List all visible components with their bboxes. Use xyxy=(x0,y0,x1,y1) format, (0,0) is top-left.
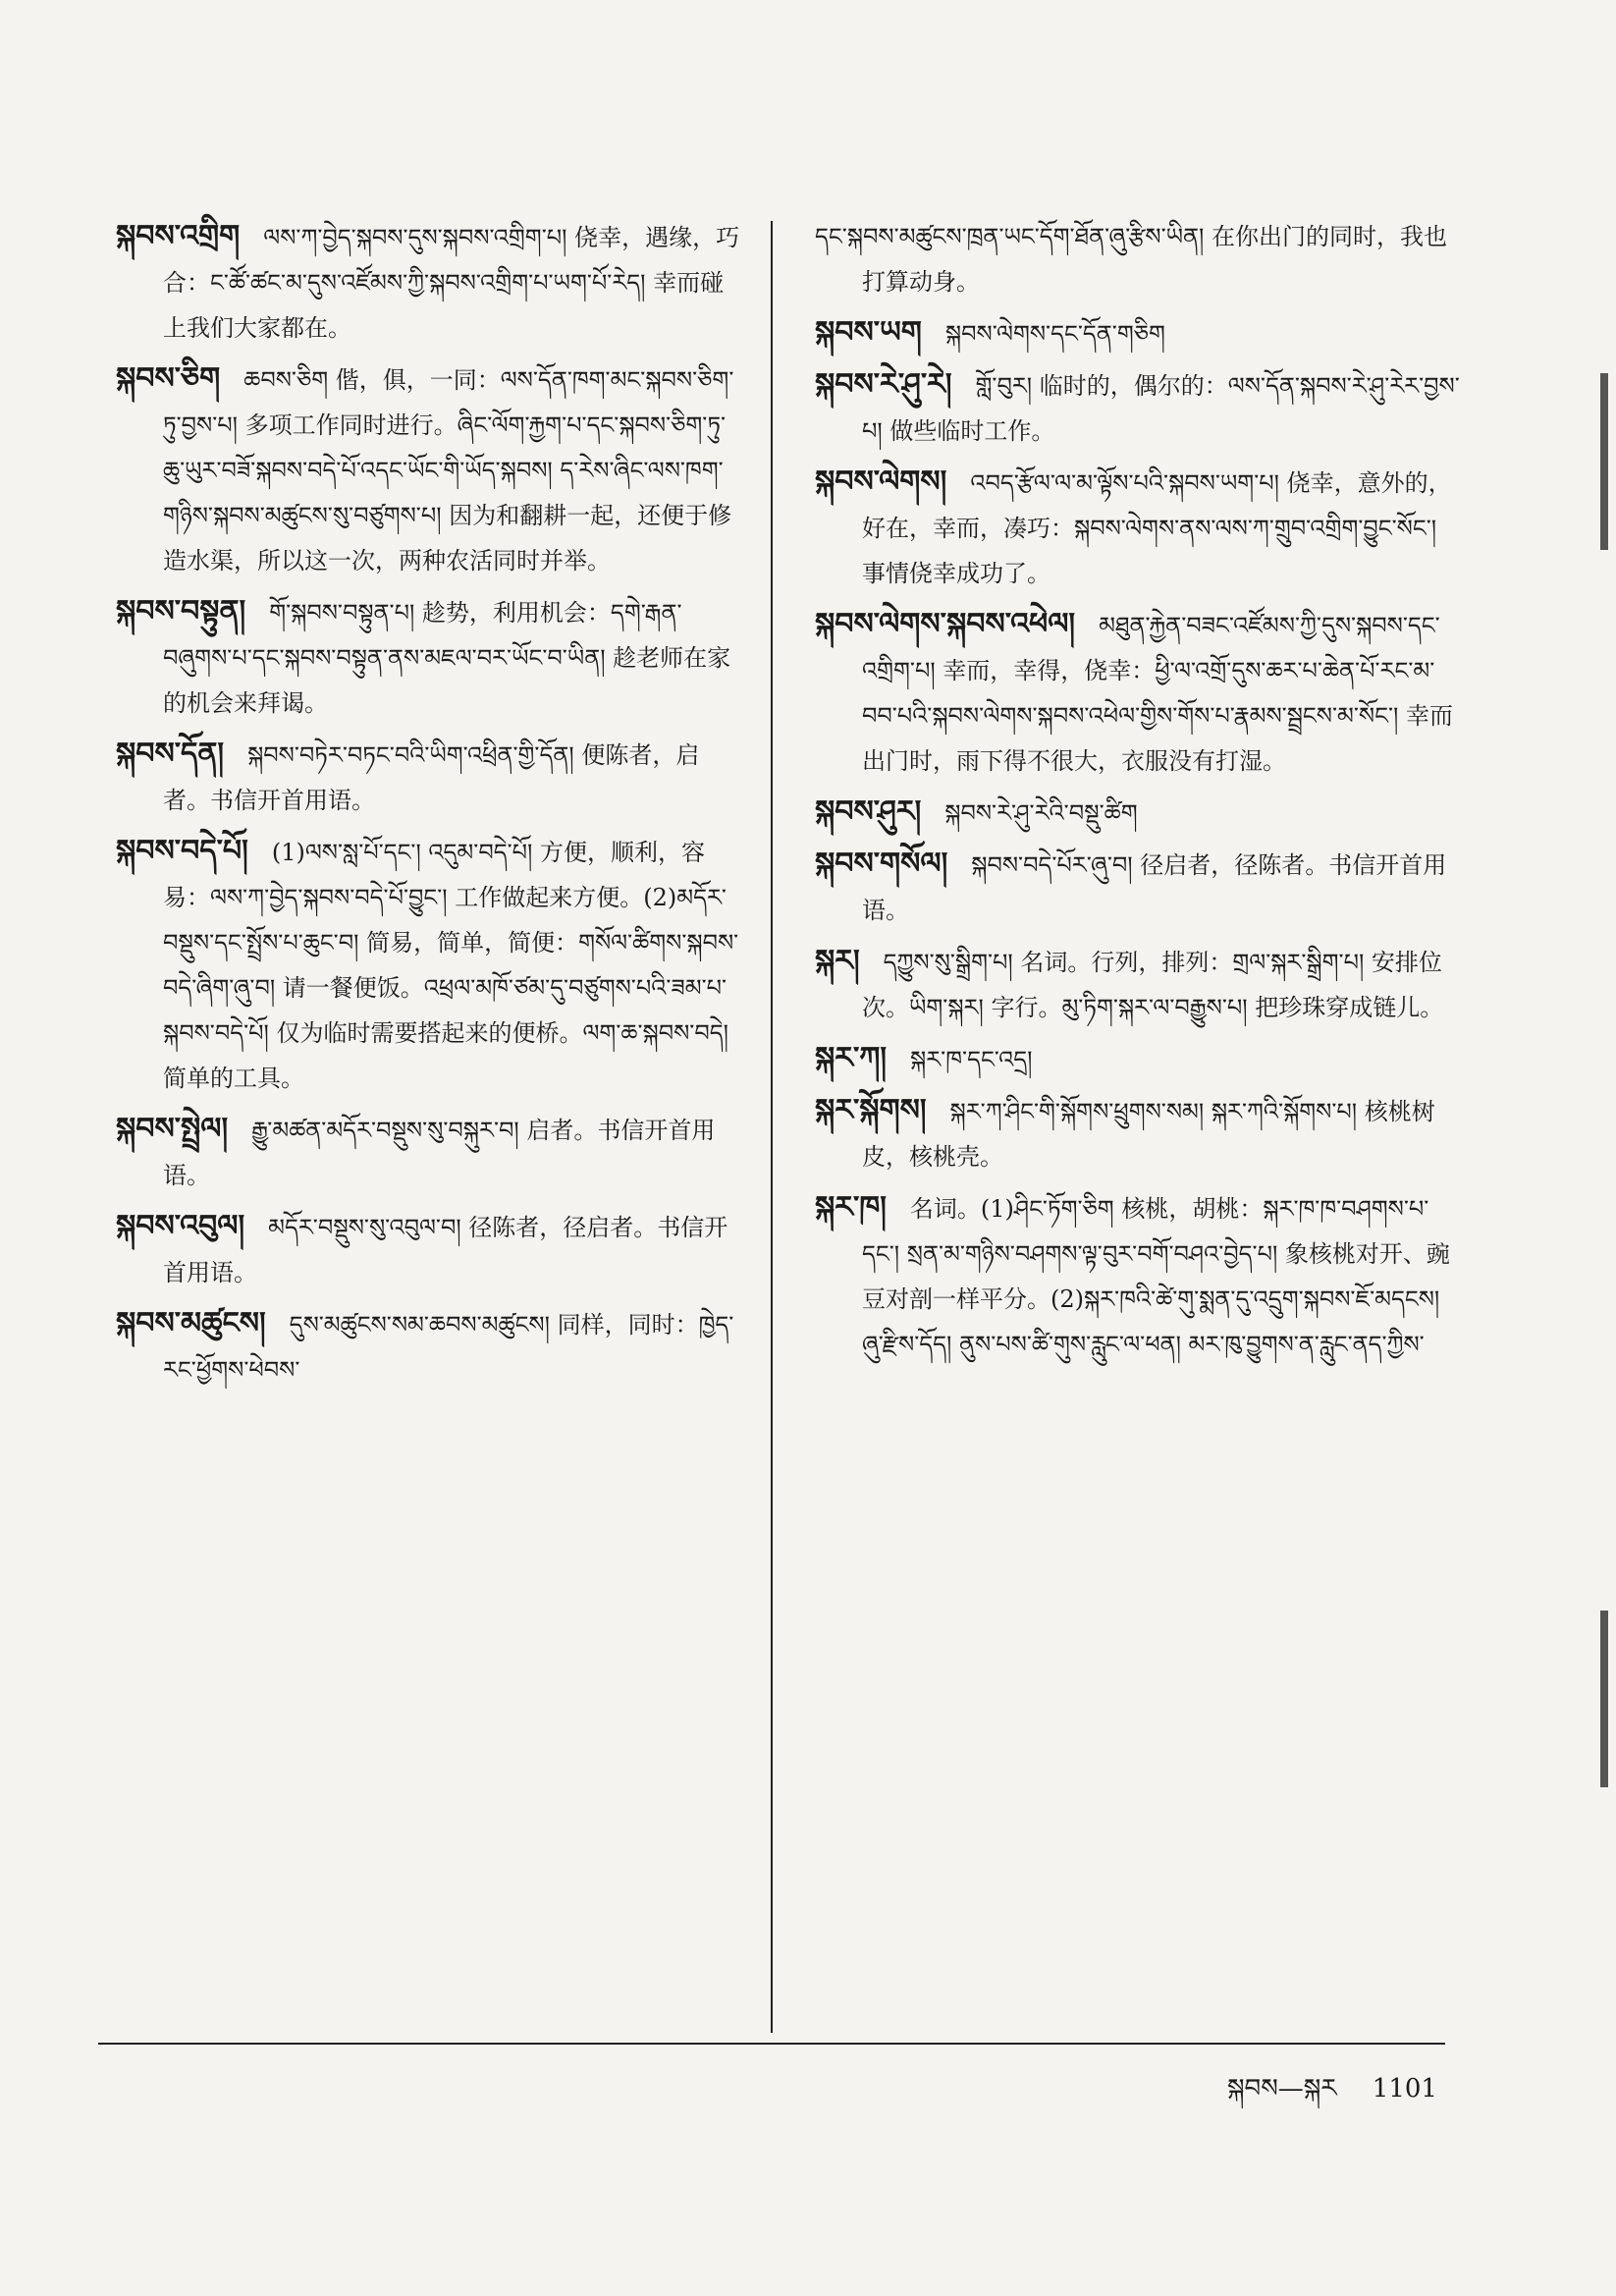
entry-definition: དང་སྐབས་མཚུངས་ཁྲན་ཡང་དོག་ཐོན་ཞུ་རྩིས་ཡིན། 在你出门的同时，我也打算动身。 xyxy=(815,223,1447,296)
entry-headword: སྐབས་ཅིག xyxy=(116,361,221,396)
scan-edge-mark xyxy=(1600,1611,1608,1787)
entry-headword: སྐར་སྐོགས། xyxy=(815,1093,927,1127)
right-column xyxy=(815,214,1463,1373)
entry-headword: སྐབས་བསྟུན། xyxy=(116,594,246,629)
dictionary-entry xyxy=(815,460,1463,596)
entry-definition: འབད་རྩོལ་ལ་མ་ལྟོས་པའི་སྐབས་ཡག་པ། 侥幸，意外的，好在，幸而，凑巧：སྐབས་ལེགས་ནས་ལས་ཀ་གྲུབ་འགྲིག་བྱུང་སོང་། 事情侥幸成功了。 xyxy=(862,469,1452,587)
entry-definition: དུས་མཚུངས་སམ་ཆབས་མཚུངས། 同样，同时：ཁྱེད་རང་ཕྱོགས་ཕེབས་ xyxy=(163,1311,734,1384)
entry-headword: སྐར། xyxy=(815,944,860,978)
entry-headword: སྐབས་ཡག xyxy=(815,315,922,350)
entry-headword: སྐབས་དོན། xyxy=(116,737,225,771)
dictionary-entry xyxy=(116,589,744,726)
dictionary-entry xyxy=(116,1107,744,1198)
dictionary-entry xyxy=(116,829,744,1101)
entry-headword: སྐབས་མཚུངས། xyxy=(116,1306,266,1340)
dictionary-entry xyxy=(815,790,1463,836)
entry-definition: (1)ལས་སླ་པོ་དང་། འདུམ་བདེ་པོ། 方便，顺利，容易：ལས་ཀ་བྱེད་སྐབས་བདེ་པོ་བྱུང་། 工作做起来方便。(2)མདོར་བསྡུས་དང་སྤྲོས་པ་ཆུང་བ། 简易，简单，简便：གསོལ་ཚིགས་སྐབས་བདེ་ཞིག་ཞུ་བ། 请一餐便饭。འཕྲལ་མཁོ་ཙམ་དུ་བཙུགས་པའི་ཟམ་པ་སྐབས་བདེ་པོ། 仅为临时需要搭起来的便桥。ལག་ཆ་སྐབས་བདེ། 简单的工具。 xyxy=(163,839,739,1092)
entry-definition: རྒྱུ་མཚན་མདོར་བསྡུས་སུ་བསྐུར་བ། 启者。书信开首用语。 xyxy=(163,1117,716,1189)
entry-definition: མདོར་བསྡུས་སུ་འབུལ་བ། 径陈者，径启者。书信开首用语。 xyxy=(163,1214,728,1286)
entry-definition: སྐབས་བདེ་པོར་ཞུ་བ། 径启者，径陈者。书信开首用语。 xyxy=(862,851,1447,924)
guide-words: སྐབས—སྐར xyxy=(1227,2074,1337,2104)
dictionary-entry xyxy=(815,602,1463,784)
page-footer xyxy=(1227,2060,1437,2132)
entry-headword: སྐབས་འགྲིག xyxy=(116,219,241,253)
entry-headword: སྐབས་བདེ་པོ། xyxy=(116,834,248,868)
dictionary-entry xyxy=(815,939,1463,1030)
entry-headword: སྐར་ཀ། xyxy=(815,1041,888,1075)
scan-edge-mark xyxy=(1600,373,1608,550)
entry-definition: མཐུན་རྐྱེན་བཟང་འཛོམས་ཀྱི་དུས་སྐབས་དང་འགྲིག་པ། 幸而，幸得，侥幸：ཕྱི་ལ་འགྲོ་དུས་ཆར་པ་ཆེན་པོ་རང་མ་བབ་པའི་སྐབས་ལེགས་སྐབས་འཕེལ་གྱིས་གོས་པ་རྣམས་སྦྲངས་མ་སོང་། 幸而出门时，雨下得不很大，衣服没有打湿。 xyxy=(862,612,1453,775)
footer-rule xyxy=(98,2043,1445,2045)
entry-headword: སྐབས་ཤུར། xyxy=(815,794,922,829)
dictionary-entry xyxy=(815,842,1463,933)
entry-definition: སྐབས་རེ་ཤུ་རེའི་བསྡུ་ཚིག xyxy=(944,799,1138,827)
dictionary-entry xyxy=(116,732,744,823)
entry-definition: ལས་ཀ་བྱེད་སྐབས་དུས་སྐབས་འགྲིག་པ། 侥幸，遇缘，巧合：ང་ཚོ་ཚང་མ་དུས་འཛོམས་ཀྱི་སྐབས་འགྲིག་པ་ཡག་པོ་རེད། 幸而碰上我们大家都在。 xyxy=(163,224,740,342)
dictionary-entry xyxy=(815,1185,1463,1367)
entry-definition: སྐབས་བཏེར་བཏང་བའི་ཡིག་འཕྲིན་གྱི་དོན། 便陈者，启者。书信开首用语。 xyxy=(163,741,700,814)
page-number: 1101 xyxy=(1372,2074,1437,2104)
entry-definition: གློ་བུར། 临时的，偶尔的：ལས་དོན་སྐབས་རེ་ཤུ་རེར་བྱས་པ། 做些临时工作。 xyxy=(862,372,1460,445)
entry-headword: སྐབས་གསོལ། xyxy=(815,847,948,881)
dictionary-entry xyxy=(116,1301,744,1393)
entry-headword: སྐབས་ལེགས་སྐབས་འཕེལ། xyxy=(815,607,1076,641)
column-divider xyxy=(771,221,773,2033)
entry-definition: སྐར་ཀ་ཤིང་གི་སྐོགས་ཕྲུགས་སམ། སྐར་ཀའི་སྐོགས་པ། 核桃树皮，核桃壳。 xyxy=(862,1098,1435,1171)
entry-definition: ཆབས་ཅིག 偕，俱，一同：ལས་དོན་ཁག་མང་སྐབས་ཅིག་ཏུ་བྱས་པ། 多项工作同时进行。ཞིང་ལོག་རྐྱག་པ་དང་སྐབས་ཅིག་ཏུ་ཆུ་ཡུར་བཟོ་སྐབས་བདེ་པོ་འདང་ཡོང་གི་ཡོད་སྐབས། ད་རེས་ཞིང་ལས་ཁག་གཉིས་སྐབས་མཚུངས་སུ་བཙུགས་པ། 因为和翻耕一起，还便于修造水渠，所以这一次，两种农活同时并举。 xyxy=(163,366,734,574)
dictionary-entry xyxy=(815,1088,1463,1179)
entry-headword: སྐབས་རེ་ཤུ་རེ། xyxy=(815,367,952,402)
dictionary-entry xyxy=(815,1036,1463,1082)
dictionary-entry xyxy=(815,362,1463,454)
entry-definition: སྐབས་ལེགས་དང་དོན་གཅིག xyxy=(944,320,1165,348)
entry-definition: གོ་སྐབས་བསྟུན་པ། 趁势，利用机会：དགེ་རྒན་བཞུགས་པ་དང་སྐབས་བསྟུན་ནས་མཇལ་བར་ཡོང་བ་ཡིན། 趁老师在家的机会来拜谒。 xyxy=(163,599,731,717)
dictionary-entry xyxy=(116,1204,744,1295)
left-column xyxy=(116,214,744,1398)
dictionary-entry xyxy=(116,356,744,583)
entry-definition: 名词。(1)ཤིང་ཏོག་ཅིག 核桃，胡桃：སྐར་ཁ་ཁ་བཤགས་པ་དང་། སྲན་མ་གཉིས་བཤགས་ལྟ་བུར་བགོ་བཤའ་བྱེད་པ། 象核桃对开、豌豆对剖一样平分。(2)སྐར་ཁའི་ཚེ་གུ་སྨན་དུ་འདྲུག་སྐབས་ཇོ་མདངས། ཞུ་རྫིས་དོད། ནུས་པས་ཚི་གུས་རླུང་ལ་ཕན། མར་ཁུ་བྱུགས་ན་རླུང་ནད་ཀྱིས་ xyxy=(862,1195,1450,1358)
entry-headword: སྐར་ཁ། xyxy=(815,1190,887,1225)
entry-headword: སྐབས་ལེགས། xyxy=(815,465,947,499)
entry-definition: སྐར་ཁ་དང་འདྲ། xyxy=(910,1046,1033,1073)
dictionary-entry xyxy=(815,310,1463,356)
dictionary-entry xyxy=(815,214,1463,304)
dictionary-entry xyxy=(116,214,744,351)
entry-headword: སྐབས་འབུལ། xyxy=(116,1209,245,1243)
entry-definition: དཀྱུས་སུ་སྒྲིག་པ། 名词。行列，排列：གྲལ་སྐར་སྒྲིག་པ། 安排位次。ཡིག་སྐར། 字行。མུ་ཏིག་སྐར་ལ་བརྒྱུས་པ། 把珍珠穿成链儿。 xyxy=(862,949,1444,1021)
entry-headword: སྐབས་སྤྲེལ། xyxy=(116,1112,229,1146)
